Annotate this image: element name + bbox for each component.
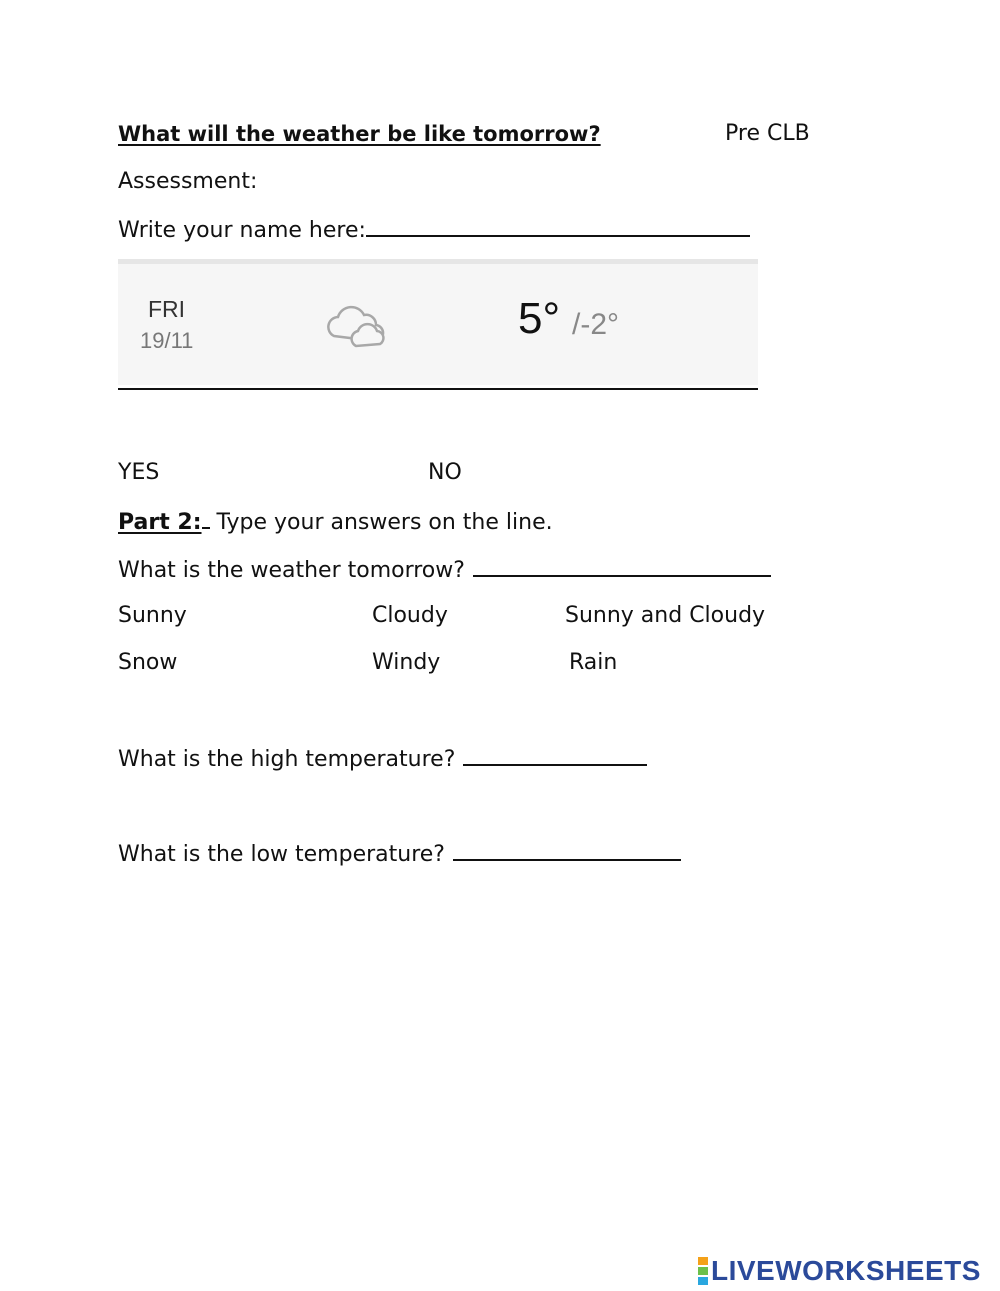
high-temp-answer-input[interactable] xyxy=(463,744,647,766)
cloud-icon xyxy=(320,302,390,352)
logo-text: LIVEWORKSHEETS xyxy=(711,1255,981,1286)
logo-blocks-icon xyxy=(698,1257,708,1285)
low-temp-answer-input[interactable] xyxy=(453,839,681,861)
option-windy: Windy xyxy=(372,650,441,675)
option-sunny: Sunny xyxy=(118,603,187,628)
logo-block-i xyxy=(698,1267,708,1275)
part2-label-gap xyxy=(202,507,210,529)
weather-forecast-card xyxy=(118,259,758,385)
high-temp-question: What is the high temperature? xyxy=(118,747,456,772)
option-rain: Rain xyxy=(569,650,618,675)
weather-answer-input[interactable] xyxy=(473,555,771,577)
weather-question: What is the weather tomorrow? xyxy=(118,558,465,583)
part2-heading xyxy=(118,507,553,537)
forecast-low-temp: /-2° xyxy=(572,308,620,341)
yes-option[interactable]: YES xyxy=(118,460,160,485)
option-sunny-and-cloudy: Sunny and Cloudy xyxy=(565,603,766,628)
low-temp-question-row xyxy=(118,839,681,869)
assessment-label: Assessment: xyxy=(118,169,258,194)
high-temp-question-row xyxy=(118,744,647,774)
name-row xyxy=(118,215,750,245)
liveworksheets-logo[interactable] xyxy=(698,1255,981,1287)
logo-block-v xyxy=(698,1277,708,1285)
option-snow: Snow xyxy=(118,650,178,675)
part2-instruction: Type your answers on the line. xyxy=(209,510,553,535)
forecast-date: 19/11 xyxy=(140,328,194,353)
worksheet-title: What will the weather be like tomorrow? xyxy=(118,122,601,146)
name-input-line[interactable] xyxy=(366,215,750,237)
weather-question-row xyxy=(118,555,771,585)
low-temp-question: What is the low temperature? xyxy=(118,842,445,867)
weather-answer-line[interactable] xyxy=(118,388,758,390)
logo-block-l xyxy=(698,1257,708,1265)
level-label: Pre CLB xyxy=(725,121,810,146)
forecast-day: FRI xyxy=(148,296,186,322)
no-option[interactable]: NO xyxy=(428,460,462,485)
forecast-high-temp: 5° xyxy=(518,294,561,343)
part2-label: Part 2: xyxy=(118,510,202,535)
name-prompt: Write your name here: xyxy=(118,218,366,243)
option-cloudy: Cloudy xyxy=(372,603,448,628)
